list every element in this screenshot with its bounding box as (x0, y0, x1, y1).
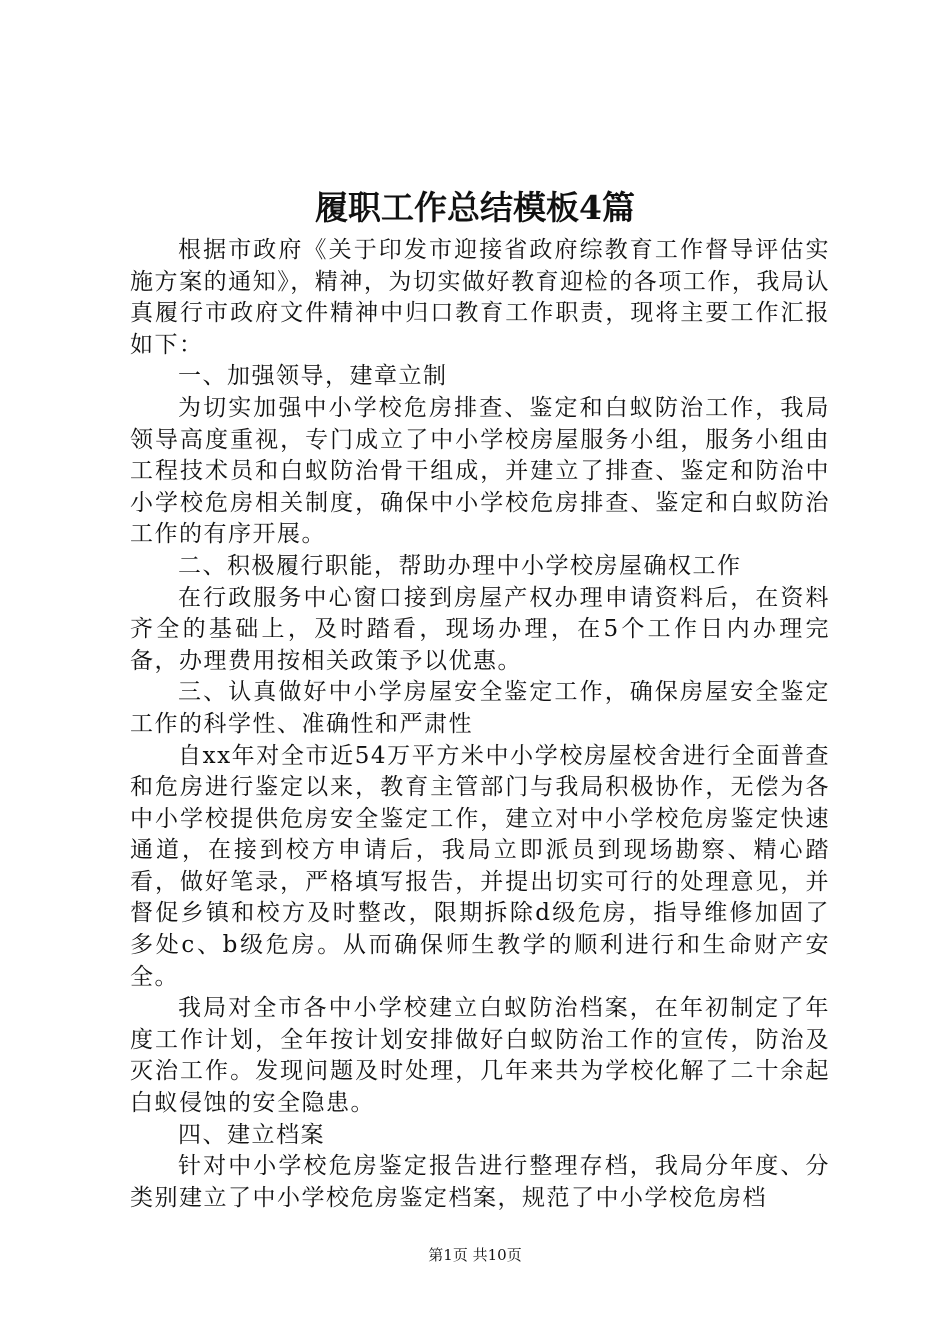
document-body (130, 235, 830, 1214)
section-heading-2: 二、积极履行职能，帮助办理中小学校房屋确权工作 (178, 552, 742, 579)
paragraph-section-3b: 我局对全市各中小学校建立白蚁防治档案，在年初制定了年度工作计划，全年按计划安排做好白蚁防治工作的宣传，防治及灭治工作。发现问题及时处理，几年来共为学校化解了二十余起白蚁侵蚀的安全隐患。 (130, 995, 830, 1117)
paragraph-section-4: 针对中小学校危房鉴定报告进行整理存档，我局分年度、分类别建立了中小学校危房鉴定档案，规范了中小学校危房档 (130, 1153, 830, 1211)
paragraph-intro: 根据市政府《关于印发市迎接省政府综教育工作督导评估实施方案的通知》，精神，为切实做好教育迎检的各项工作，我局认真履行市政府文件精神中归口教育工作职责，现将主要工作汇报如下： (130, 237, 830, 358)
document-title: 履职工作总结模板4篇 (315, 188, 635, 227)
page-number-footer: 第1页 共10页 (428, 1246, 522, 1264)
paragraph-section-1: 为切实加强中小学校危房排查、鉴定和白蚁防治工作，我局领导高度重视，专门成立了中小学校房屋服务小组，服务小组由工程技术员和白蚁防治骨干组成，并建立了排查、鉴定和防治中小学校危房相关制度，确保中小学校危房排查、鉴定和白蚁防治工作的有序开展。 (130, 394, 830, 548)
paragraph-section-3a: 自xx年对全市近54万平方米中小学校房屋校舍进行全面普查和危房进行鉴定以来，教育主管部门与我局积极协作，无偿为各中小学校提供危房安全鉴定工作，建立对中小学校危房鉴定快速通道，在接到校方申请后，我局立即派员到现场勘察、精心踏看，做好笔录，严格填写报告，并提出切实可行的处理意见，并督促乡镇和校方及时整改，限期拆除d级危房，指导维修加固了多处c、b级危房。从而确保师生教学的顺利进行和生命财产安全。 (130, 742, 830, 990)
section-heading-4: 四、建立档案 (178, 1121, 325, 1148)
section-heading-3: 三、认真做好中小学房屋安全鉴定工作，确保房屋安全鉴定工作的科学性、准确性和严肃性 (130, 679, 830, 737)
paragraph-section-2: 在行政服务中心窗口接到房屋产权办理申请资料后，在资料齐全的基础上，及时踏看，现场办理，在5个工作日内办理完备，办理费用按相关政策予以优惠。 (130, 584, 830, 674)
section-heading-1: 一、加强领导，建章立制 (178, 363, 448, 390)
